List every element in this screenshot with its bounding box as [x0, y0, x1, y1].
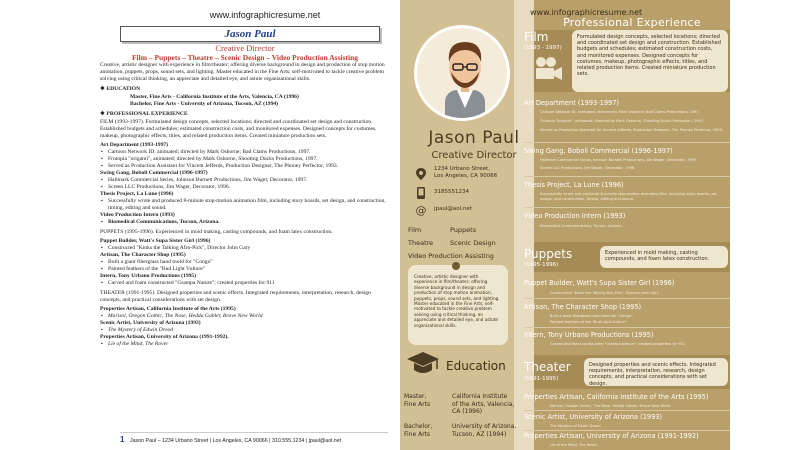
skill-tag: Scenic Design: [450, 239, 496, 247]
job-title: Thesis Project, La Lune (1996): [100, 191, 174, 197]
at-sign-icon: @: [415, 204, 427, 217]
film-description: Formulated design concepts, selected locations; directed and coordinated set design and construction. Established budgets and schedules; estimated construction costs, and monitored expenses. Designed concepts for costumes, makeup, photographic effects, titles, and related production items. Created miniature production sets.: [572, 30, 728, 92]
education-title: Education: [446, 359, 506, 373]
location-pin-icon: [414, 168, 428, 180]
role-title: Puppet Builder, Watt's Supa Sister Girl (1996): [524, 279, 675, 287]
divider: [524, 176, 730, 177]
job-bullet: ▪ The Mystery of Edwin Drood: [100, 327, 390, 334]
skill-tag: Video Production Assisting: [408, 252, 494, 260]
job-bullet: ▪ Successfully wrote and produced 8-minute stop-motion animation film, including story boards, set design, and construction, timing, editing and sound.: [100, 198, 390, 212]
theater-job: [100, 334, 390, 348]
film-paragraph: FILM (1993-1997). Formulated design concepts, selected locations; directed and coordinated set design and construction. Established budgets and schedules; estimated construction costs, and monitored expenses. Designed concepts for costumes, makeup, photographic effects, titles, and related production items. Created miniature production sets.: [100, 119, 377, 139]
check-icon: ✓: [528, 223, 533, 229]
check-icon: ✓: [528, 127, 533, 133]
skill-tag: Film: [408, 226, 422, 234]
infographic-role: Creative Director: [431, 150, 517, 161]
film-years: (1993 - 1997): [524, 45, 562, 51]
resume-specialties: Film – Puppets – Theatre – Scenic Design – Video Production Assisting: [131, 53, 359, 62]
address-line: 1234 Urbano Street,: [434, 166, 490, 172]
job-title: Properties Artisan, California Institute of the Arts (1995): [100, 306, 236, 312]
film-job: [100, 142, 390, 170]
film-job: [100, 191, 390, 212]
puppets-heading: Puppets: [524, 247, 573, 261]
school-line: of the Arts, Valencia,: [452, 400, 515, 408]
avatar: [414, 25, 510, 121]
resume-summary: Creative, artistic designer with experience in film/theater; offering diverse background in design and production of stop motion animation, puppets, props, sound sets, and lighting. Master educated in the Fine Arts; self-motivated to tackle creative problem solving using critical thinking, an appreciate and detailed eye, and astute organizational skills.: [100, 62, 385, 82]
role-title: Thesis Project, La Lune (1996): [524, 181, 624, 189]
job-bullet: ▪ Carved and foam constructed "Grampa Nature"; created properties for 911: [100, 280, 390, 287]
address-line: Los Angeles, CA 90066: [434, 173, 498, 179]
school-line: University of Arizona,: [452, 423, 517, 430]
role-item: Cartoon Network ID, animated; directed by Mark Osborne; Bad Clams Productions, 1997.: [540, 110, 700, 114]
check-icon: ✓: [528, 165, 533, 171]
role-item: Served as Production Assistant for Vincent Jefferds, Production Designer, The Phoney Perfector, 1993.: [540, 128, 723, 132]
job-title: Properties Artisan, University of Arizona (1991-1992).: [100, 334, 229, 340]
check-icon: ✓: [528, 157, 533, 163]
school: [452, 393, 514, 416]
school-line: Tucson, AZ (1994): [452, 430, 507, 438]
school: [452, 423, 516, 438]
puppet-job: [100, 238, 390, 252]
job-bullet: ▪ Served as Production Assistant for Vincent Jefferds, Production Designer, The Phoney Perfector, 1993.: [100, 163, 390, 170]
theater-job: [100, 306, 390, 320]
puppets-years: (1995-1996): [524, 262, 559, 268]
education-section: ❖ EDUCATION: [100, 86, 141, 92]
footer-contact: Jason Paul – 1234 Urbano Street | Los Angeles, CA 90066 | 310.555.1234 | jpaul@aol.net: [129, 438, 342, 444]
divider: [524, 298, 730, 299]
professional-experience-title: Professional Experience: [563, 16, 701, 29]
job-title: Puppet Builder, Watt's Supa Sister Girl (1996): [100, 238, 211, 244]
puppet-job: [100, 273, 390, 287]
phone-icon: [414, 187, 428, 199]
divider: [524, 327, 730, 328]
education-line: Master, Fine Arts - California Institute of the Arts, Valencia, CA (1996): [130, 94, 299, 100]
role-item: Painted feathers of the "Bud Light Vulture": [550, 320, 627, 324]
page-number: 1: [120, 435, 125, 444]
infographic-name: Jason Paul: [428, 128, 520, 148]
summary-note: [408, 265, 508, 345]
job-bullet: ▪ Biomedical Communications, Tucson, Arizona.: [100, 219, 390, 226]
page-footer: [120, 432, 388, 444]
text-resume-page: [100, 8, 390, 446]
degree-line: Bachelor,: [404, 423, 433, 430]
job-bullet: ▪ Lie of the Mind, The Rover: [100, 341, 390, 348]
role-title: Properties Artisan, University of Arizona (1991-1992): [524, 432, 699, 440]
theater-job: [100, 320, 390, 334]
skill-tag: Puppets: [450, 226, 477, 234]
role-title: Video Production Intern (1993): [524, 212, 626, 220]
resume-url[interactable]: www.infographicresume.net: [209, 10, 321, 20]
divider: [524, 207, 730, 208]
job-bullet: ▪ Marisol, Oregon Gothic, The Nose, Hedda Gabler, Brave New World: [100, 313, 390, 320]
divider: [524, 142, 730, 143]
infographic-resume-page: [400, 0, 730, 450]
job-title: Swing Gang, Boboli Commercial (1996-1997): [100, 170, 208, 176]
check-icon: ✓: [528, 191, 533, 197]
graduation-cap-icon: [404, 350, 442, 380]
role-title: Properties Artisan, California Institute of the Arts (1995): [524, 393, 709, 401]
phone-number[interactable]: 3185551234: [434, 189, 469, 195]
resume-job-title: Creative Director: [215, 43, 275, 53]
experience-section: ❖ PROFESSIONAL EXPERIENCE: [100, 111, 188, 117]
degree-line: Fine Arts: [404, 400, 431, 408]
education-heading: EDUCATION: [106, 86, 141, 92]
theater-paragraph: THEATER (1991-1995). Designed properties and scenic effects. Integrated requirements, interpretation, research, design concepts, and practical considerations with set design.: [100, 290, 371, 303]
puppet-job: [100, 252, 390, 273]
summary-text: Creative, artistic designer with experience in film/theater; offering diverse background in design and production of stop motion animation, puppets, props, sound sets, and lighting. Master educated in the Fine Arts; self-motivated to tackle creative problem solving using critical thinking, an appreciate and detailed eye, and astute organizational skills.: [414, 274, 500, 328]
role-item: Successfully wrote and produced 8-minute stop-motion animation film, including story boards, set design, and construction, timing, editing and sound.: [540, 192, 717, 201]
job-bullet: ▪ Hallmark Commercial Series, Johnson Burnett Productions, Jim Wager, Decorator, 1997.: [100, 177, 390, 184]
film-camera-icon: [532, 56, 564, 84]
film-job: [100, 170, 390, 191]
film-job: [100, 212, 390, 226]
role-title: Scenic Artist, University of Arizona (1993): [524, 413, 663, 421]
role-item: The Mystery of Edwin Drood: [550, 424, 601, 428]
divider: [524, 410, 730, 411]
role-title: Intern, Tony Urbano Productions (1995): [524, 331, 654, 339]
role-item: Screen LLC Productions, Jim Wager, Decorator, 1996.: [540, 166, 636, 170]
infographic-url[interactable]: www.infographicresume.net: [530, 8, 643, 17]
degree: [404, 393, 430, 408]
puppets-description: Experienced in mold making, casting compounds, and foam latex construction.: [600, 246, 728, 268]
film-heading: Film: [524, 30, 549, 44]
role-item: Constructed "Kinks the Talking Afro-Pick", Director John Gary: [550, 291, 659, 295]
role-item: Marisol, Oregon Gothic, The Nose, Hedda Gabler, Brave New World: [550, 404, 671, 408]
job-title: Art Department (1993-1997): [100, 142, 169, 148]
job-bullet: ▪ Painted feathers of the "Bud Light Vulture": [100, 266, 390, 273]
degree: [404, 423, 432, 438]
role-item: Built a giant fiberglass hand mold for "Congo": [550, 314, 633, 318]
role-item: Biomedical Communications, Tucson, Arizona.: [540, 224, 623, 228]
role-item: Frutopia "origami", animated; directed by Mark Osborne, Shooting Ducks Production, 1997.: [540, 119, 705, 123]
divider: [524, 430, 730, 431]
theater-description: Designed properties and scenic effects. Integrated requirements, interpretation, research, design concepts, and practical considerations with set design.: [584, 358, 728, 386]
role-item: Hallmark Commercial Series, Johnson Burnett Productions, Jim Wager, Decorator, 1997.: [540, 158, 698, 162]
puppets-paragraph: PUPPETS (1995-1996). Experienced in mold making, casting compounds, and foam latex construction.: [100, 229, 333, 235]
job-title: Scenic Artist, University of Arizona (1993): [100, 320, 201, 326]
experience-heading: PROFESSIONAL EXPERIENCE: [106, 111, 188, 117]
education-line: Bachelor, Fine Arts - University of Arizona, Tucson, AZ (1994): [130, 101, 279, 107]
job-bullet: ▪ Constructed "Kinks the Talking Afro-Pick", Director John Gary: [100, 245, 390, 252]
email-address[interactable]: jpaul@aol.net: [434, 206, 472, 212]
degree-line: Fine Arts: [404, 430, 431, 438]
theater-years: (1991-1995): [524, 376, 559, 382]
job-bullet: ▪ Cartoon Network ID, animated; directed by Mark Osborne; Bad Clams Productions, 1997.: [100, 149, 390, 156]
school-line: CA (1996): [452, 408, 483, 415]
pin-icon: [452, 262, 460, 270]
skill-tag: Theatre: [408, 239, 434, 247]
check-icon: ✓: [528, 109, 533, 115]
role-title: Artisan, The Character Shop (1995): [524, 303, 642, 311]
theater-heading: Theater: [524, 360, 571, 374]
role-item: Carved and foam constructed "Grampa Nature"; created properties for 911: [550, 342, 686, 346]
resume-name: Jason Paul: [120, 26, 380, 42]
role-title: Art Department (1993-1997): [524, 99, 619, 107]
job-title: Intern, Tony Urbano Productions (1995): [100, 273, 197, 279]
role-item: Lie of the Mind, The Rover: [550, 443, 598, 447]
school-line: California Institute: [452, 393, 508, 400]
degree-line: Master,: [404, 393, 427, 400]
check-icon: ✓: [528, 118, 533, 124]
job-title: Video Production Intern (1993): [100, 212, 175, 218]
job-title: Artisan, The Character Shop (1995): [100, 252, 186, 258]
role-title: Swing Gang, Boboli Commercial (1996-1997): [524, 147, 673, 155]
job-bullet: ▪ Frutopia "origami", animated; directed by Mark Osborne, Shooting Ducks Productions, 1997.: [100, 156, 390, 163]
job-bullet: ▪ Screen LLC Productions, Jim Wager, Decorator, 1996.: [100, 184, 390, 191]
job-bullet: ▪ Built a giant fiberglass hand mold for "Congo": [100, 259, 390, 266]
